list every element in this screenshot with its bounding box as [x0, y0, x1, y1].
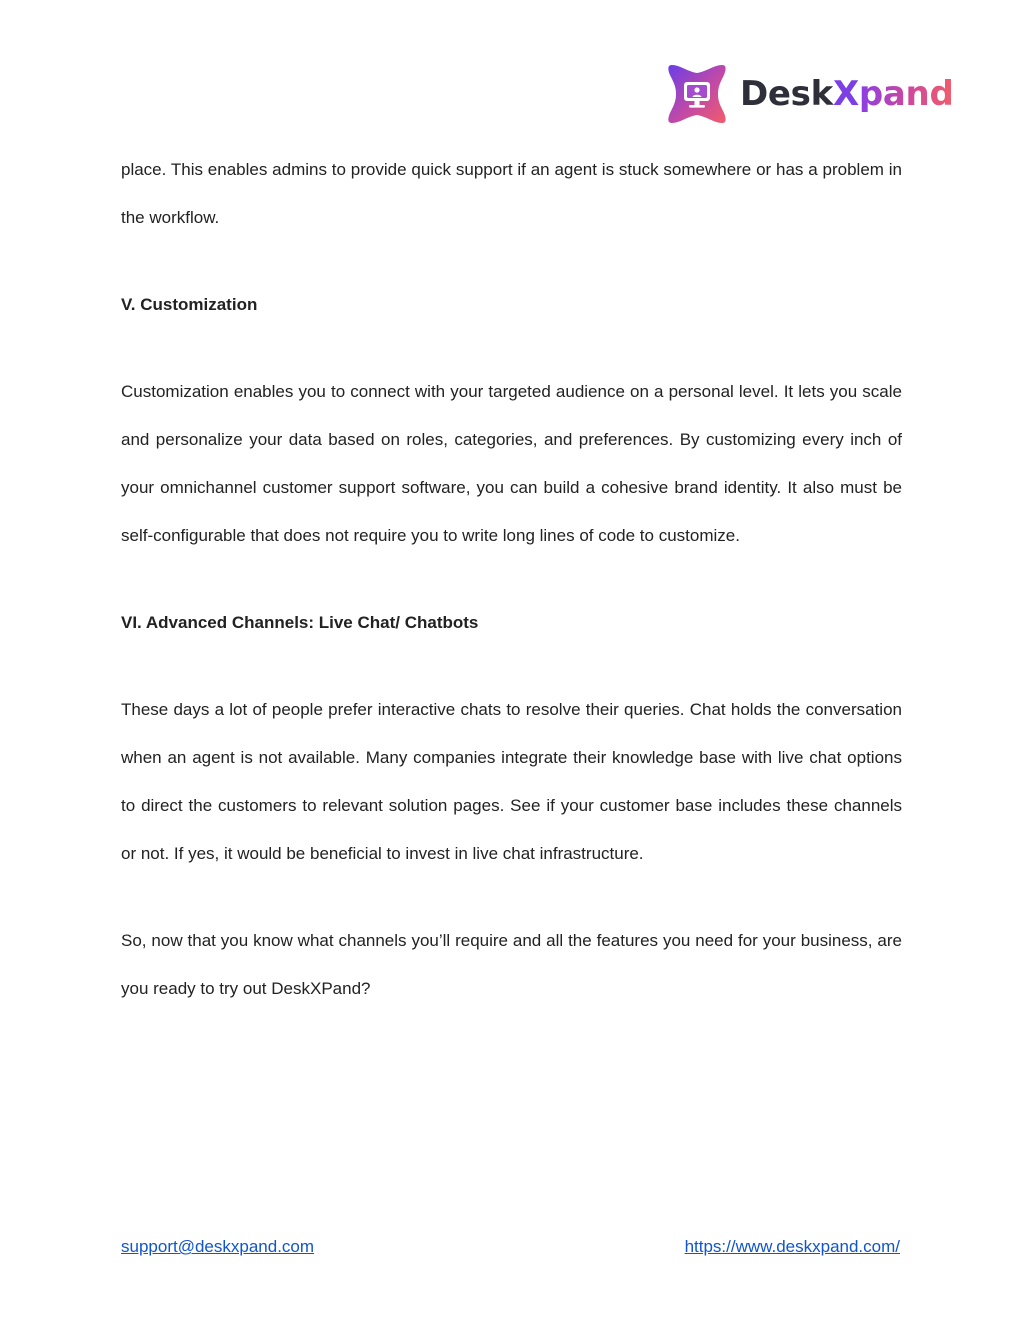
brand-name-desk: Desk — [740, 74, 833, 114]
advanced-channels-paragraph: These days a lot of people prefer interactive chats to resolve their queries. Chat holds the conversation when an agent is not available. Many companies integrate their knowledge base with live chat options to direct the customers to relevant solution pages. See if your customer base includes these channels or not. If yes, it would be beneficial to invest in live chat infrastructure. — [121, 700, 902, 863]
brand-name-pand: pand — [858, 74, 954, 114]
brand-name-x: X — [832, 74, 859, 114]
document-body — [121, 146, 902, 1013]
website-link[interactable]: https://www.deskxpand.com/ — [684, 1237, 900, 1256]
customization-paragraph: Customization enables you to connect with your targeted audience on a personal level. It lets you scale and personalize your data based on roles, categories, and preferences. By customizing every inch of your omnichannel customer support software, you can build a cohesive brand identity. It also must be self-configurable that does not require you to write long lines of code to customize. — [121, 382, 902, 545]
support-email-link[interactable]: support@deskxpand.com — [121, 1237, 315, 1256]
intro-paragraph: place. This enables admins to provide quick support if an agent is stuck somewhere or has a problem in the workflow. — [121, 160, 902, 227]
deskxpand-logo-icon — [664, 61, 730, 127]
brand-logo — [664, 60, 953, 128]
section-heading-customization: V. Customization — [121, 295, 258, 314]
section-heading-advanced-channels: VI. Advanced Channels: Live Chat/ Chatbots — [121, 613, 479, 632]
closing-paragraph: So, now that you know what channels you’ll require and all the features you need for your business, are you ready to try out DeskXPand? — [121, 931, 902, 998]
brand-wordmark — [740, 74, 954, 114]
